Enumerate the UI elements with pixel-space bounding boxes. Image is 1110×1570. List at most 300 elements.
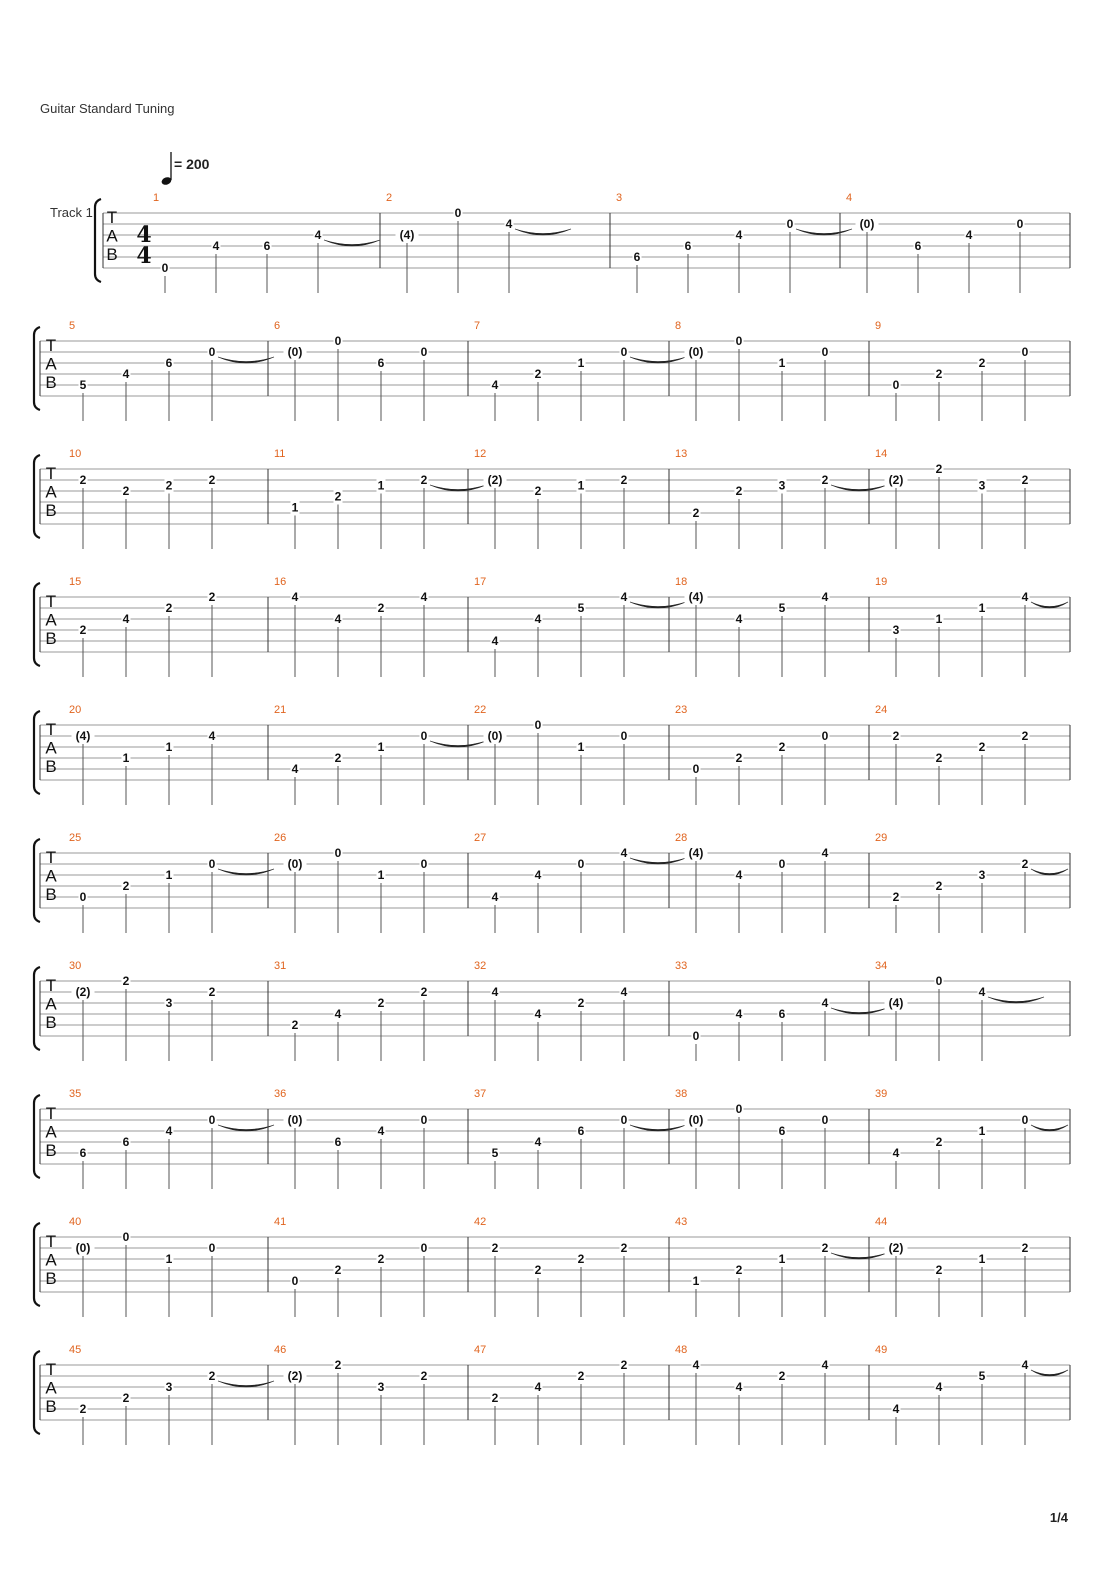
tie-arc [630,858,686,864]
system-bracket [34,711,40,794]
fret-number: 2 [692,506,700,520]
fret-number: 4 [965,228,973,242]
fret-number: 6 [263,239,271,253]
fret-number: 2 [534,484,542,498]
measure-number: 24 [875,704,888,716]
tie-arc [630,357,686,363]
fret-number: 3 [377,1380,385,1394]
fret-number: 1 [778,1252,786,1266]
fret-number: 0 [122,1230,130,1244]
fret-number: 2 [165,478,173,493]
fret-number: 2 [491,1241,499,1255]
measure-number: 15 [69,576,82,588]
fret-number: 2 [620,1241,628,1255]
fret-number: 0 [334,334,342,348]
fret-number: 2 [1021,1241,1029,1255]
fret-number: 2 [208,590,216,604]
fret-number: 4 [735,228,743,242]
tab-clef-letter: B [45,501,57,520]
tie-arc [1031,869,1068,875]
tie-arc [831,485,887,491]
fret-number: 2 [334,489,342,504]
system-bracket [34,839,40,922]
fret-number: 5 [491,1146,499,1160]
tuning-label: Guitar Standard Tuning [40,101,175,116]
fret-number: 3 [165,996,173,1010]
measure-number: 38 [675,1088,688,1100]
fret-number: 0 [208,1241,216,1255]
tie-arc [831,1008,887,1014]
tab-clef-letter: T [45,464,57,483]
fret-number: (0) [75,1241,91,1255]
fret-number: 4 [491,634,499,648]
fret-number: 0 [735,334,743,348]
tab-clef-letter: T [45,848,57,867]
fret-number: 2 [420,985,428,999]
fret-number: 5 [79,378,87,392]
fret-number: 2 [1021,473,1029,487]
fret-number: (0) [487,729,503,743]
measure-number: 11 [274,448,286,460]
tab-clef-letter: T [45,336,57,355]
fret-number: 0 [821,345,829,359]
measure-number: 10 [69,448,82,460]
fret-number: 4 [692,1358,700,1372]
tab-clef-letter: B [45,629,57,648]
page-number: 1/4 [1049,1510,1068,1525]
tab-clef-letter: T [45,1104,57,1123]
fret-number: 4 [491,378,499,392]
measure-number: 7 [474,320,481,332]
measure-number: 35 [69,1088,82,1100]
system-bracket [34,1095,40,1178]
fret-number: 2 [334,1263,342,1277]
fret-number: 4 [821,996,829,1010]
fret-number: 1 [778,356,786,370]
fret-number: 0 [935,974,943,988]
fret-number: 4 [491,985,499,999]
tab-clef-letter: T [45,720,57,739]
fret-number: 0 [620,729,628,743]
measure-number: 8 [675,320,682,332]
tab-clef-letter: B [45,1141,57,1160]
fret-number: 2 [334,1358,342,1372]
measure-number: 18 [675,576,688,588]
fret-number: 1 [377,478,385,493]
fret-number: 4 [892,1146,900,1160]
tab-clef-letter: B [45,1269,57,1288]
system-bracket [34,327,40,410]
fret-number: 2 [1021,729,1029,743]
measure-number: 41 [274,1216,287,1228]
fret-number: 4 [534,1007,542,1021]
fret-number: 0 [420,857,428,871]
fret-number: (4) [75,729,91,743]
measure-number: 47 [474,1344,487,1356]
fret-number: 4 [314,228,322,242]
fret-number: 0 [735,1102,743,1116]
tab-clef-letter: A [45,994,57,1014]
fret-number: 4 [620,985,628,999]
measure-number: 40 [69,1216,82,1228]
tie-arc [430,485,486,491]
fret-number: 2 [978,356,986,370]
tab-clef-letter: B [45,373,57,392]
tie-arc [218,357,274,363]
measure-number: 22 [474,704,487,716]
tie-arc [218,1125,274,1131]
fret-number: 0 [208,857,216,871]
fret-number: 0 [1021,1113,1029,1127]
tab-clef-letter: A [45,610,57,630]
tab-clef-letter: B [45,1013,57,1032]
tempo-marking: = 200 [174,156,210,172]
fret-number: 2 [208,473,216,487]
fret-number: 0 [821,729,829,743]
fret-number: 1 [692,1274,700,1288]
fret-number: 2 [165,601,173,615]
fret-number: 2 [577,996,585,1010]
fret-number: 0 [208,345,216,359]
fret-number: 6 [79,1146,87,1160]
system-bracket [34,455,40,538]
fret-number: 2 [892,729,900,743]
measure-number: 34 [875,960,888,972]
fret-number: 6 [165,356,173,370]
measure-number: 25 [69,832,82,844]
fret-number: 4 [291,590,299,604]
fret-number: 2 [334,751,342,765]
fret-number: 4 [735,1007,743,1021]
fret-number: 4 [620,846,628,860]
fret-number: 2 [978,740,986,754]
measure-number: 48 [675,1344,688,1356]
fret-number: 1 [165,868,173,882]
fret-number: 4 [377,1124,385,1138]
tab-clef-letter: T [45,1360,57,1379]
tab-clef-letter: T [45,592,57,611]
fret-number: 4 [735,612,743,626]
fret-number: 4 [505,217,513,231]
fret-number: 2 [821,1241,829,1255]
fret-number: (2) [888,1241,904,1255]
fret-number: (4) [888,996,904,1010]
measure-number: 23 [675,704,688,716]
fret-number: 1 [577,478,585,493]
fret-number: 0 [1016,217,1024,231]
fret-number: 2 [79,473,87,487]
fret-number: 0 [291,1274,299,1288]
tie-arc [430,741,486,747]
fret-number: 6 [778,1007,786,1021]
fret-number: 4 [334,612,342,626]
fret-number: 4 [821,1358,829,1372]
measure-number: 20 [69,704,82,716]
fret-number: 4 [491,890,499,904]
system-bracket [34,1223,40,1306]
measure-number: 17 [474,576,487,588]
measure-number: 44 [875,1216,888,1228]
fret-number: 4 [821,590,829,604]
fret-number: 6 [778,1124,786,1138]
measure-number: 1 [153,192,160,204]
fret-number: 0 [420,729,428,743]
fret-number: (2) [75,985,91,999]
tab-clef-letter: B [45,1397,57,1416]
system-bracket [95,199,101,282]
fret-number: 0 [534,718,542,732]
measure-number: 16 [274,576,287,588]
fret-number: 4 [1021,590,1029,604]
time-signature-numerator: 4 [136,222,152,248]
tie-arc [988,997,1044,1003]
fret-number: 2 [1021,857,1029,871]
fret-number: 4 [735,1380,743,1394]
fret-number: 6 [577,1124,585,1138]
fret-number: 0 [821,1113,829,1127]
fret-number: 4 [935,1380,943,1394]
tab-clef-letter: A [45,1122,57,1142]
fret-number: 2 [420,1369,428,1383]
fret-number: 4 [821,846,829,860]
fret-number: 5 [978,1369,986,1383]
fret-number: 5 [577,601,585,615]
fret-number: 4 [208,729,216,743]
measure-number: 45 [69,1344,82,1356]
fret-number: 2 [534,1263,542,1277]
tie-arc [218,1381,274,1387]
measure-number: 6 [274,320,281,332]
measure-number: 3 [616,192,623,204]
fret-number: (0) [688,345,704,359]
fret-number: 2 [291,1018,299,1032]
fret-number: 0 [420,1241,428,1255]
fret-number: 2 [935,367,943,381]
fret-number: 2 [577,1369,585,1383]
fret-number: 2 [491,1391,499,1405]
fret-number: 4 [122,612,130,626]
measure-number: 27 [474,832,487,844]
fret-number: 1 [165,1252,173,1266]
fret-number: 1 [165,740,173,754]
tab-clef-letter: B [45,885,57,904]
tab-clef-letter: T [106,208,118,227]
fret-number: 3 [165,1380,173,1394]
fret-number: 2 [935,1263,943,1277]
fret-number: 2 [122,974,130,988]
fret-number: 2 [122,484,130,498]
fret-number: 2 [377,601,385,615]
fret-number: (4) [399,228,415,242]
fret-number: 3 [978,868,986,882]
fret-number: 3 [892,623,900,637]
fret-number: 4 [892,1402,900,1416]
fret-number: (0) [287,857,303,871]
fret-number: 2 [620,473,628,487]
fret-number: 2 [935,751,943,765]
fret-number: 1 [978,1252,986,1266]
measure-number: 5 [69,320,76,332]
fret-number: 0 [620,345,628,359]
fret-number: 4 [1021,1358,1029,1372]
fret-number: 2 [122,1391,130,1405]
fret-number: 2 [935,879,943,893]
fret-number: 0 [208,1113,216,1127]
fret-number: 2 [577,1252,585,1266]
measure-number: 46 [274,1344,287,1356]
fret-number: 2 [778,740,786,754]
fret-number: 2 [377,996,385,1010]
fret-number: 3 [978,478,986,493]
tie-arc [515,229,571,235]
fret-number: 0 [786,217,794,231]
measure-number: 33 [675,960,688,972]
measure-number: 31 [274,960,287,972]
system-bracket [34,1351,40,1434]
fret-number: 1 [377,740,385,754]
tie-arc [1031,1370,1068,1376]
tab-clef-letter: A [106,226,118,246]
tab-clef-letter: A [45,482,57,502]
tie-arc [1031,602,1068,608]
fret-number: 2 [208,985,216,999]
fret-number: 1 [935,612,943,626]
measure-number: 29 [875,832,888,844]
fret-number: 1 [377,868,385,882]
fret-number: 4 [978,985,986,999]
measure-number: 42 [474,1216,487,1228]
fret-number: 2 [79,1402,87,1416]
fret-number: 2 [735,484,743,498]
fret-number: 6 [377,356,385,370]
fret-number: 0 [161,261,169,275]
fret-number: 1 [577,740,585,754]
fret-number: 4 [334,1007,342,1021]
fret-number: 0 [79,890,87,904]
fret-number: 2 [935,462,943,476]
measure-number: 2 [386,192,393,204]
tie-arc [630,1125,686,1131]
fret-number: 0 [1021,345,1029,359]
measure-number: 49 [875,1344,888,1356]
measure-number: 14 [875,448,888,460]
measure-number: 28 [675,832,688,844]
time-signature-denominator: 4 [136,243,152,269]
fret-number: 5 [778,601,786,615]
measure-number: 4 [846,192,853,204]
fret-number: 4 [620,590,628,604]
fret-number: 2 [821,473,829,487]
fret-number: 4 [534,868,542,882]
tab-clef-letter: B [45,757,57,776]
fret-number: (2) [287,1369,303,1383]
fret-number: (0) [287,345,303,359]
tie-arc [324,240,380,246]
fret-number: (2) [888,473,904,487]
tab-clef-letter: T [45,976,57,995]
fret-number: 2 [620,1358,628,1372]
measure-number: 32 [474,960,487,972]
measure-number: 13 [675,448,688,460]
fret-number: 0 [892,378,900,392]
fret-number: 2 [735,751,743,765]
fret-number: 4 [212,239,220,253]
fret-number: 2 [892,890,900,904]
measure-number: 37 [474,1088,487,1100]
fret-number: 0 [334,846,342,860]
tie-arc [831,1253,887,1259]
fret-number: 4 [165,1124,173,1138]
measure-number: 9 [875,320,882,332]
fret-number: 1 [978,1124,986,1138]
fret-number: 0 [454,206,462,220]
fret-number: (0) [287,1113,303,1127]
fret-number: (0) [859,217,875,231]
tab-clef-letter: A [45,1378,57,1398]
tab-clef-letter: A [45,354,57,374]
tie-arc [630,602,686,608]
tab-clef-letter: B [106,245,118,264]
system-bracket [34,583,40,666]
measure-number: 12 [474,448,487,460]
measure-number: 36 [274,1088,287,1100]
fret-number: 6 [122,1135,130,1149]
fret-number: 0 [692,1029,700,1043]
measure-number: 26 [274,832,287,844]
fret-number: (0) [688,1113,704,1127]
fret-number: 0 [692,762,700,776]
tab-clef-letter: T [45,1232,57,1251]
fret-number: 1 [291,500,299,515]
fret-number: 4 [534,1135,542,1149]
tie-arc [796,229,852,235]
tab-clef-letter: A [45,738,57,758]
fret-number: (4) [688,590,704,604]
fret-number: 6 [914,239,922,253]
tie-arc [218,869,274,875]
fret-number: 4 [735,868,743,882]
measure-number: 19 [875,576,888,588]
measure-number: 43 [675,1216,688,1228]
fret-number: 6 [334,1135,342,1149]
fret-number: 2 [122,879,130,893]
system-bracket [34,967,40,1050]
measure-number: 21 [274,704,287,716]
fret-number: 6 [633,250,641,264]
tie-arc [1031,1125,1068,1131]
fret-number: 0 [778,857,786,871]
fret-number: 3 [778,478,786,493]
track-name: Track 1 [50,205,93,220]
fret-number: 2 [778,1369,786,1383]
fret-number: (2) [487,473,503,487]
fret-number: 1 [122,751,130,765]
fret-number: 1 [978,601,986,615]
fret-number: 0 [577,857,585,871]
fret-number: 2 [534,367,542,381]
fret-number: 2 [377,1252,385,1266]
fret-number: 4 [534,1380,542,1394]
fret-number: 4 [534,612,542,626]
fret-number: 0 [420,345,428,359]
fret-number: 0 [620,1113,628,1127]
fret-number: 6 [684,239,692,253]
fret-number: 4 [420,590,428,604]
tab-clef-letter: A [45,1250,57,1270]
fret-number: 2 [79,623,87,637]
fret-number: 2 [735,1263,743,1277]
tab-clef-letter: A [45,866,57,886]
